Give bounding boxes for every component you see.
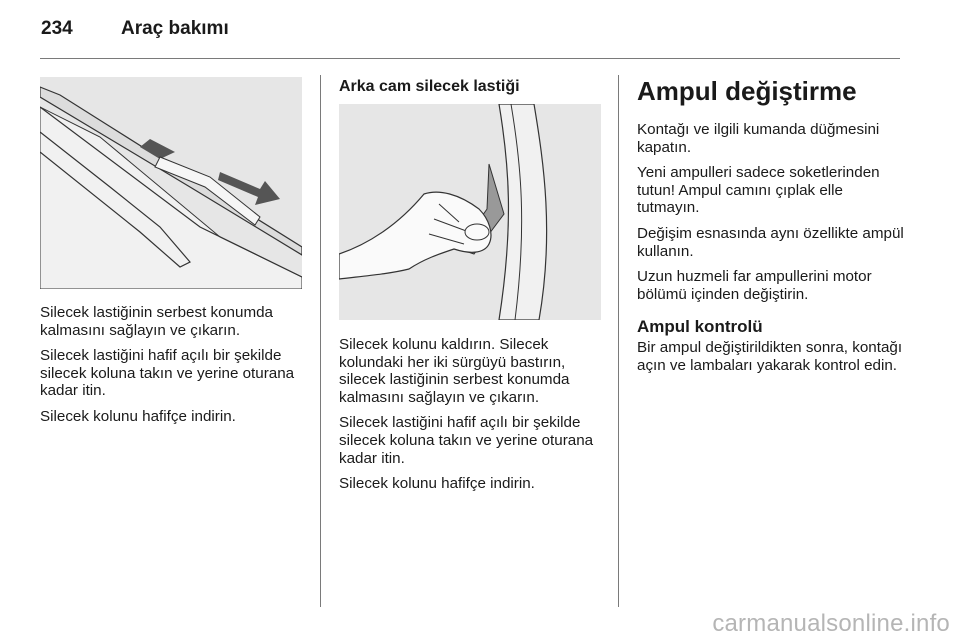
column-3: [637, 76, 907, 383]
page-number: 234: [41, 18, 73, 39]
paragraph: Silecek lastiğini hafif açılı bir şekilde silecek koluna takın ve yerine oturana kadar itin.: [339, 414, 594, 467]
paragraph: Bir ampul değiştirildikten sonra, kontağı açın ve lambaları yakarak kontrol edin.: [637, 339, 903, 374]
subsection-heading: Ampul kontrolü: [637, 317, 763, 337]
chapter-title: Araç bakımı: [121, 18, 229, 39]
wiper-blade-illustration-icon: [40, 77, 302, 289]
column-2-heading-block: [339, 78, 609, 96]
column-2: [339, 336, 614, 501]
column-divider-2: [618, 75, 619, 607]
rear-wiper-hand-illustration-icon: [339, 104, 601, 320]
paragraph: Silecek kolunu kaldırın. Silecek kolundaki her iki sürgüyü bastırın, silecek lastiğinin serbest konumda kalmasını sağlayın ve çıkarın.: [339, 336, 570, 406]
paragraph: Silecek lastiğini hafif açılı bir şekilde silecek koluna takın ve yerine oturana kadar itin.: [40, 347, 295, 400]
page-header: [41, 18, 229, 48]
paragraph: Yeni ampulleri sadece soketlerinden tutun! Ampul camını çıplak elle tutmayın.: [637, 164, 880, 217]
paragraph: Uzun huzmeli far ampullerini motor bölümü içinden değiştirin.: [637, 268, 872, 303]
paragraph: Değişim esnasında aynı özellikte ampül kullanın.: [637, 224, 904, 260]
column-divider-1: [320, 75, 321, 607]
paragraph: Silecek kolunu hafifçe indirin.: [339, 475, 535, 493]
paragraph: Silecek lastiğinin serbest konumda kalmasını sağlayın ve çıkarın.: [40, 304, 273, 339]
header-divider: [40, 58, 900, 59]
section-heading: Arka cam silecek lastiği: [339, 78, 520, 95]
section-title: Ampul değiştirme: [637, 76, 857, 106]
watermark: carmanualsonline.info: [712, 610, 950, 637]
paragraph: Silecek kolunu hafifçe indirin.: [40, 407, 236, 425]
paragraph: Kontağı ve ilgili kumanda düğmesini kapatın.: [637, 121, 880, 156]
column-1: [40, 304, 310, 434]
